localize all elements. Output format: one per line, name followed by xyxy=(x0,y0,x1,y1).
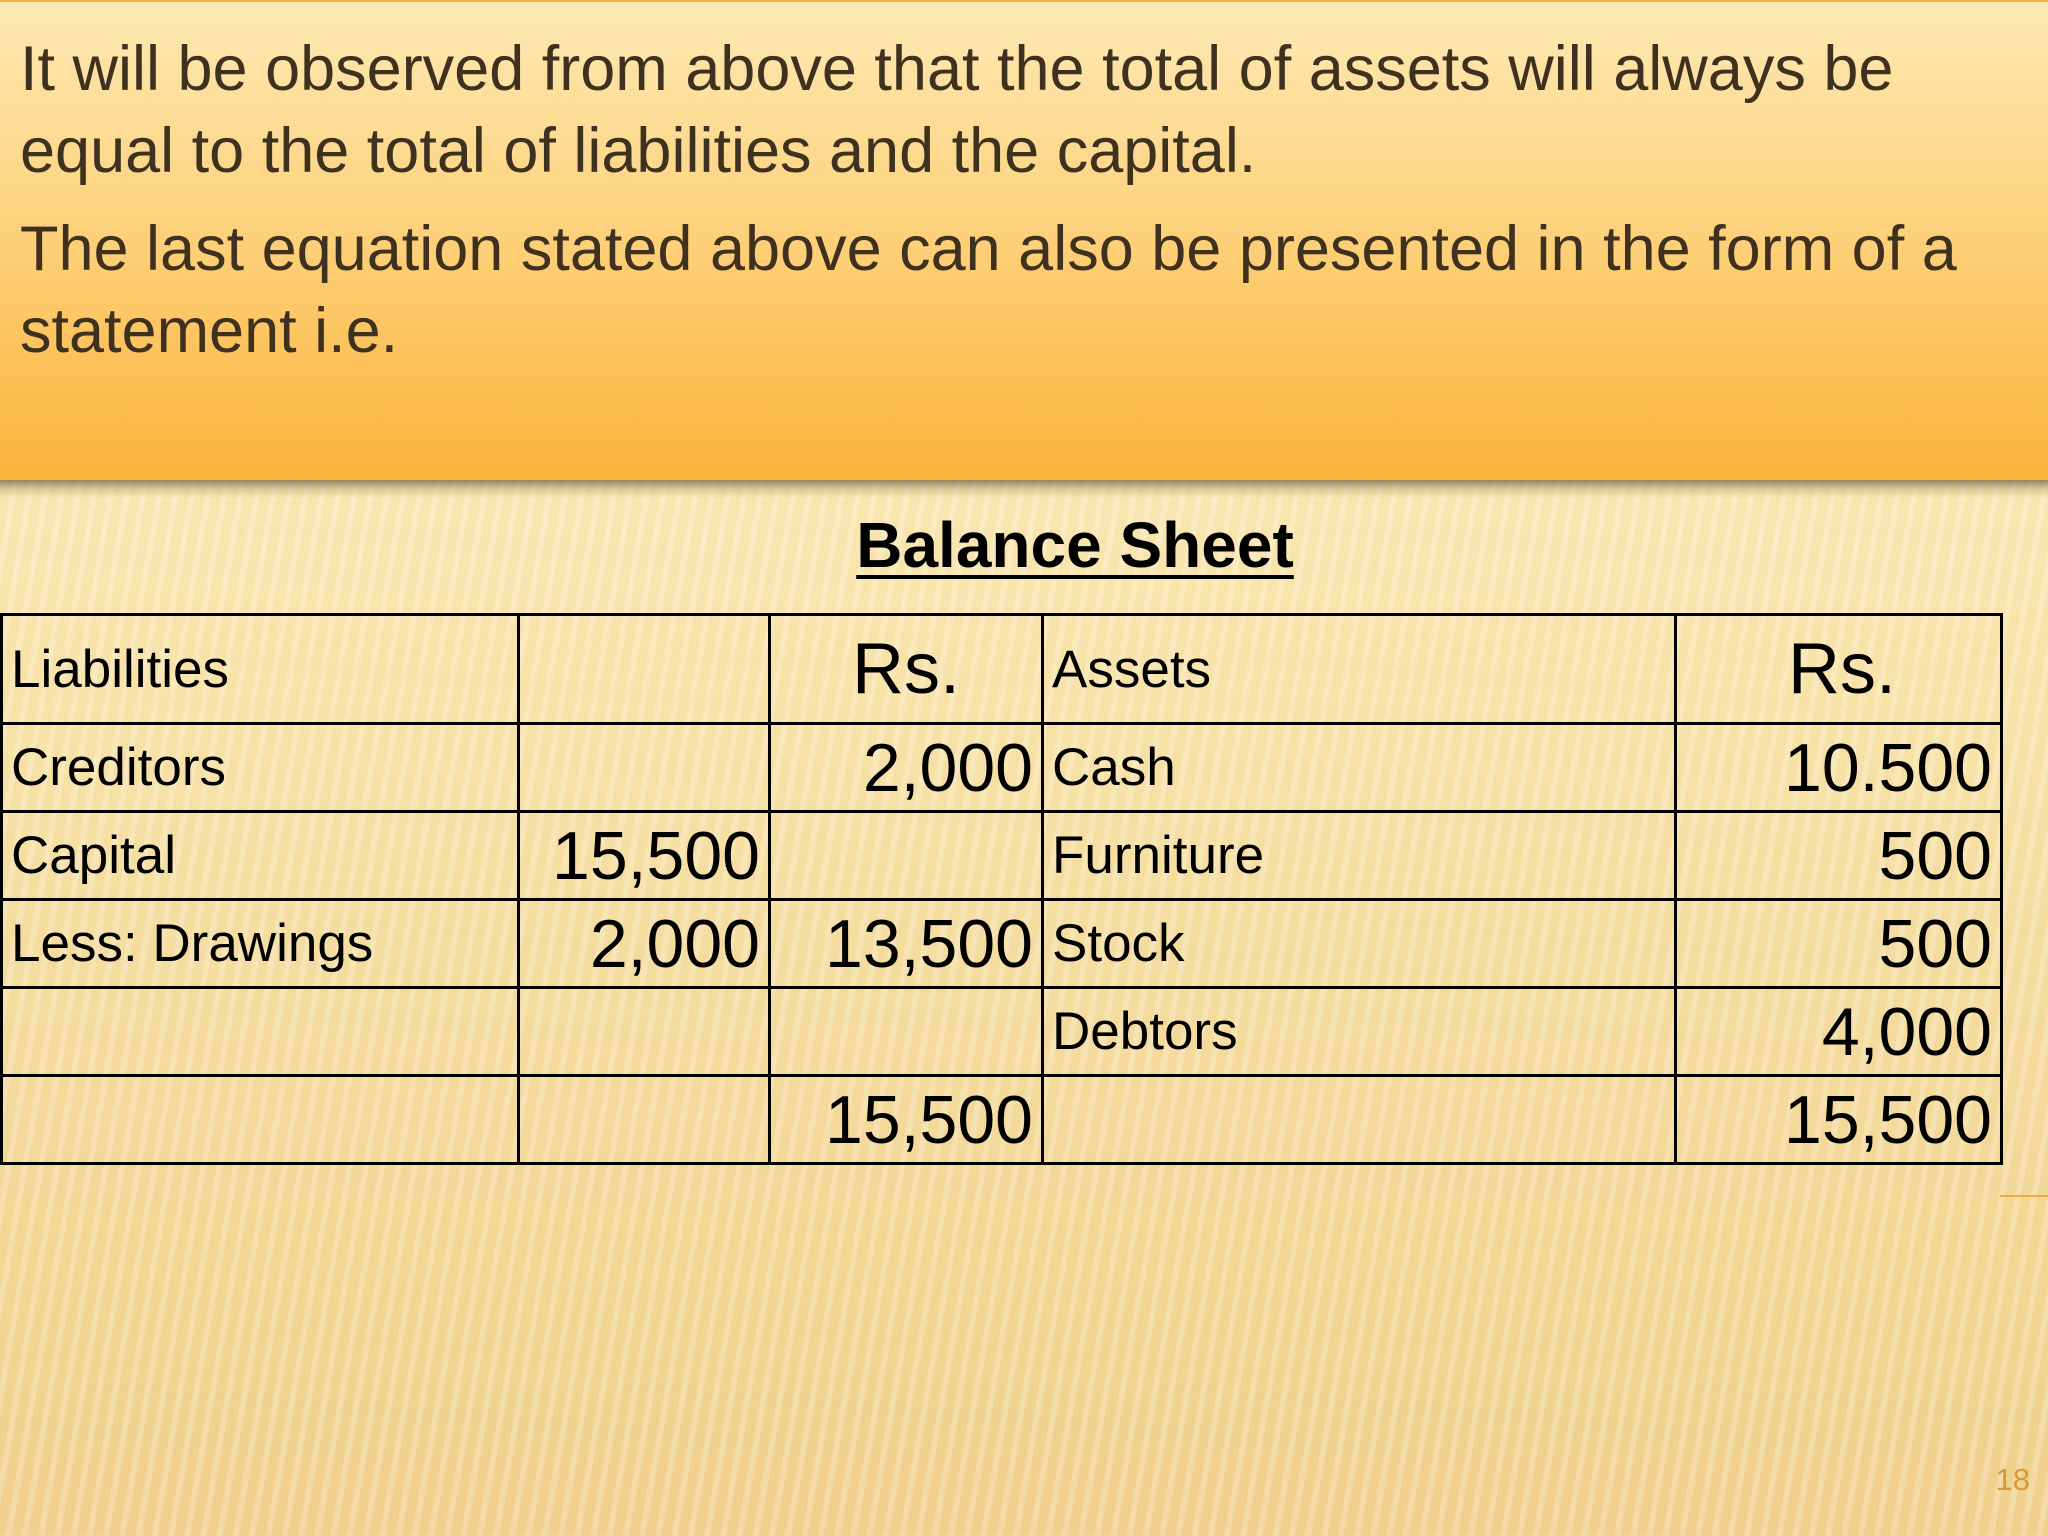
liability-label xyxy=(2,1076,519,1164)
liability-total: 15,500 xyxy=(770,1076,1043,1164)
intro-paragraph-1: It will be observed from above that the total of assets will always be equal to the total of liabilities and the capital. xyxy=(20,34,1894,186)
table-total-row xyxy=(2,1076,2002,1164)
asset-label xyxy=(1043,1076,1676,1164)
table-row xyxy=(2,724,2002,812)
table-row xyxy=(2,812,2002,900)
liability-label: Capital xyxy=(2,812,519,900)
asset-total: 15,500 xyxy=(1676,1076,2002,1164)
liability-amount: 13,500 xyxy=(770,900,1043,988)
asset-label: Debtors xyxy=(1043,988,1676,1076)
header-sub-amount xyxy=(519,615,770,724)
header-liabilities: Liabilities xyxy=(2,615,519,724)
liability-sub-amount: 15,500 xyxy=(519,812,770,900)
page-number: 18 xyxy=(1995,1462,2030,1497)
asset-amount: 500 xyxy=(1676,812,2002,900)
header-assets: Assets xyxy=(1043,615,1676,724)
header-rs-assets: Rs. xyxy=(1676,615,2002,724)
liability-amount xyxy=(770,988,1043,1076)
liability-label: Creditors xyxy=(2,724,519,812)
asset-amount: 10.500 xyxy=(1676,724,2002,812)
balance-sheet-table xyxy=(0,613,2003,1165)
table-row xyxy=(2,988,2002,1076)
liability-sub-amount xyxy=(519,1076,770,1164)
liability-label: Less: Drawings xyxy=(2,900,519,988)
asset-label: Stock xyxy=(1043,900,1676,988)
liability-amount: 2,000 xyxy=(770,724,1043,812)
header-shadow xyxy=(0,480,2048,498)
liability-sub-amount xyxy=(519,724,770,812)
balance-sheet-title: Balance Sheet xyxy=(856,509,1294,581)
liability-amount xyxy=(770,812,1043,900)
table-row xyxy=(2,900,2002,988)
intro-paragraph-2: The last equation stated above can also be presented in the form of a statement i.e. xyxy=(20,214,1957,366)
header-rs-liabilities: Rs. xyxy=(770,615,1043,724)
asset-label: Furniture xyxy=(1043,812,1676,900)
intro-text xyxy=(20,28,2020,388)
asset-label: Cash xyxy=(1043,724,1676,812)
asset-amount: 4,000 xyxy=(1676,988,2002,1076)
liability-sub-amount: 2,000 xyxy=(519,900,770,988)
asset-amount: 500 xyxy=(1676,900,2002,988)
table-header-row xyxy=(2,615,2002,724)
decorative-line xyxy=(2000,1195,2048,1197)
liability-sub-amount xyxy=(519,988,770,1076)
liability-label xyxy=(2,988,519,1076)
